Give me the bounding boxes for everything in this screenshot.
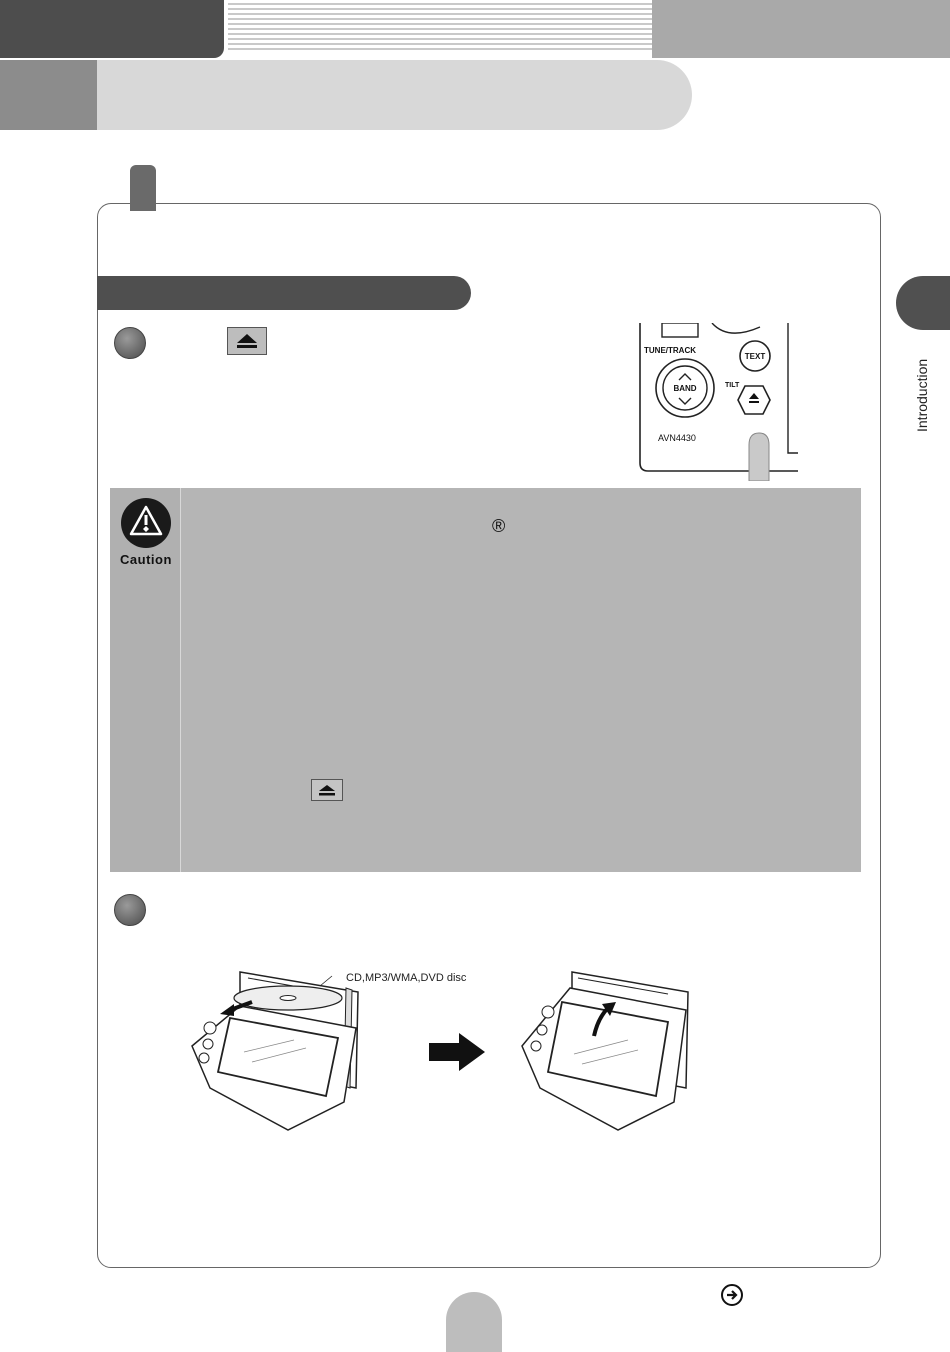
side-chapter-tab[interactable]	[896, 276, 950, 330]
right-arrow-icon	[429, 1033, 487, 1071]
section-marker	[130, 165, 156, 211]
header-right-block	[652, 0, 950, 58]
text-button-label: TEXT	[744, 352, 766, 361]
registered-mark: ®	[492, 516, 506, 536]
step-2-bullet-icon	[114, 894, 146, 926]
page-number-tab	[446, 1292, 502, 1352]
eject-button-icon	[227, 327, 267, 355]
caution-label: Caution	[120, 552, 172, 567]
eject-button-inline-icon	[311, 779, 343, 801]
disc-insertion-illustration	[188, 968, 364, 1134]
side-chapter-label: Introduction	[914, 358, 930, 432]
disc-label: CD,MP3/WMA,DVD disc	[346, 972, 467, 984]
subheading-bar	[97, 276, 471, 310]
header-title-band	[97, 60, 692, 130]
screen-close-illustration	[518, 968, 694, 1134]
tilt-label: TILT	[725, 382, 740, 389]
tune-track-label: TUNE/TRACK	[644, 346, 696, 355]
header-stripe-band	[228, 0, 652, 50]
caution-triangle-icon	[120, 497, 172, 549]
remote-panel-illustration	[628, 323, 800, 481]
next-page-circle-arrow-icon[interactable]	[721, 1284, 743, 1306]
step-1-bullet-icon	[114, 327, 146, 359]
header-section-tab	[0, 60, 97, 130]
header-dark-block	[0, 0, 224, 58]
band-button-label: BAND	[673, 384, 697, 393]
caution-box	[110, 488, 861, 872]
model-label: AVN4430	[658, 433, 696, 443]
